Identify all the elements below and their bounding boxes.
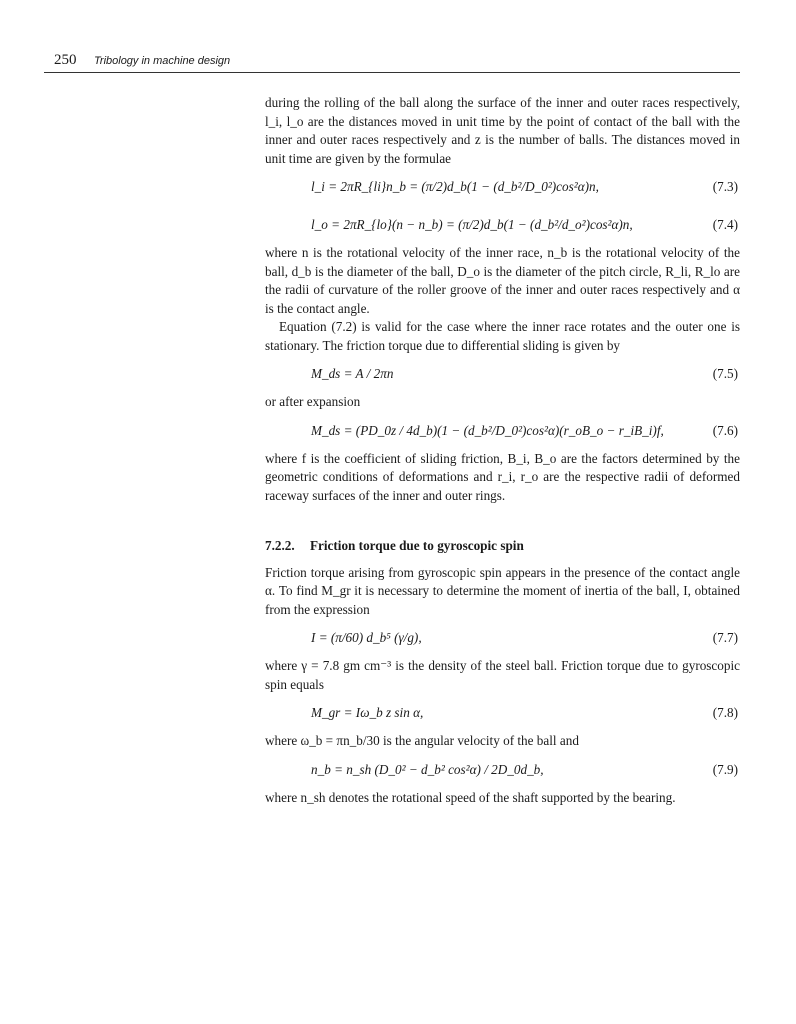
equation-7-6-expression: M_ds = (PD_0z / 4d_b)(1 − (d_b²/D_0²)cos²α)(r_oB_o − r_iB_i)f, [311, 422, 664, 438]
equation-7-5-expression: M_ds = A / 2πn [311, 366, 394, 381]
equation-7-3-expression: l_i = 2πR_{li}n_b = (π/2)d_b(1 − (d_b²/D_0²)cos²α)n, [311, 179, 599, 194]
equation-7-6-number: (7.6) [712, 422, 738, 438]
equation-7-9-expression: n_b = n_sh (D_0² − d_b² cos²α) / 2D_0d_b, [311, 761, 544, 777]
page-number: 250 [54, 52, 77, 68]
paragraph-7: where γ = 7.8 gm cm⁻³ is the density of the steel ball. Friction torque due to gyroscopic spin equals [265, 658, 740, 692]
equation-7-4-number: (7.4) [712, 217, 738, 232]
equation-7-3-number: (7.3) [712, 179, 738, 194]
running-title: Tribology in machine design [94, 55, 231, 67]
equation-7-7-number: (7.7) [712, 630, 738, 645]
equation-7-8-expression: M_gr = Iω_b z sin α, [311, 705, 424, 720]
paragraph-6: Friction torque arising from gyroscopic spin appears in the presence of the contact angle α. To find M_gr it is necessary to determine the moment of inertia of the ball, I, obtained from the expression [265, 564, 740, 617]
section-heading [265, 537, 740, 556]
equation-7-4-expression: l_o = 2πR_{lo}(n − n_b) = (π/2)d_b(1 − (d_b²/d_o²)cos²α)n, [311, 217, 633, 232]
equation-7-8-number: (7.8) [712, 705, 738, 720]
section-title: Friction torque due to gyroscopic spin [309, 538, 524, 553]
equation-7-3 [265, 168, 740, 206]
equation-7-9-number: (7.9) [712, 761, 738, 777]
paragraph-4: or after expansion [265, 394, 361, 409]
paragraph-8: where ω_b = πn_b/30 is the angular velocity of the ball and [265, 733, 579, 748]
paragraph-5: where f is the coefficient of sliding friction, B_i, B_o are the factors determined by the geometric conditions of deformations and r_i, r_o are the respective radii of deformed raceway surfaces of the inner and outer rings. [265, 450, 740, 503]
equation-7-8 [265, 694, 740, 732]
equation-7-5 [265, 355, 740, 393]
page-header [44, 52, 740, 74]
paragraph-1: during the rolling of the ball along the surface of the inner and outer races respectively, l_i, l_o are the distances moved in unit time by the point of contact of the ball with the inner and outer races respectively and z is the number of balls. The distances moved in unit time are given by the formulae [265, 95, 740, 166]
paragraph-3: Equation (7.2) is valid for the case where the inner race rotates and the outer one is stationary. The friction torque due to differential sliding is given by [265, 319, 740, 353]
paragraph-9: where n_sh denotes the rotational speed of the shaft supported by the bearing. [265, 789, 676, 805]
section-number: 7.2.2. [265, 538, 295, 553]
equation-7-7 [265, 619, 740, 657]
equation-7-9 [265, 751, 740, 789]
main-text [265, 94, 740, 807]
paragraph-2: where n is the rotational velocity of the inner race, n_b is the rotational velocity of the ball, d_b is the diameter of the ball, D_o is the diameter of the pitch circle, R_li, R_lo are the radii of curvature of the roller groove of the inner and outer races respectively and α is the contact angle. [265, 245, 740, 316]
equation-7-6 [265, 412, 740, 450]
header-rule [44, 72, 740, 73]
equation-7-5-number: (7.5) [712, 366, 738, 381]
equation-7-4 [265, 206, 740, 244]
equation-7-7-expression: I = (π/60) d_b⁵ (γ/g), [311, 630, 422, 645]
